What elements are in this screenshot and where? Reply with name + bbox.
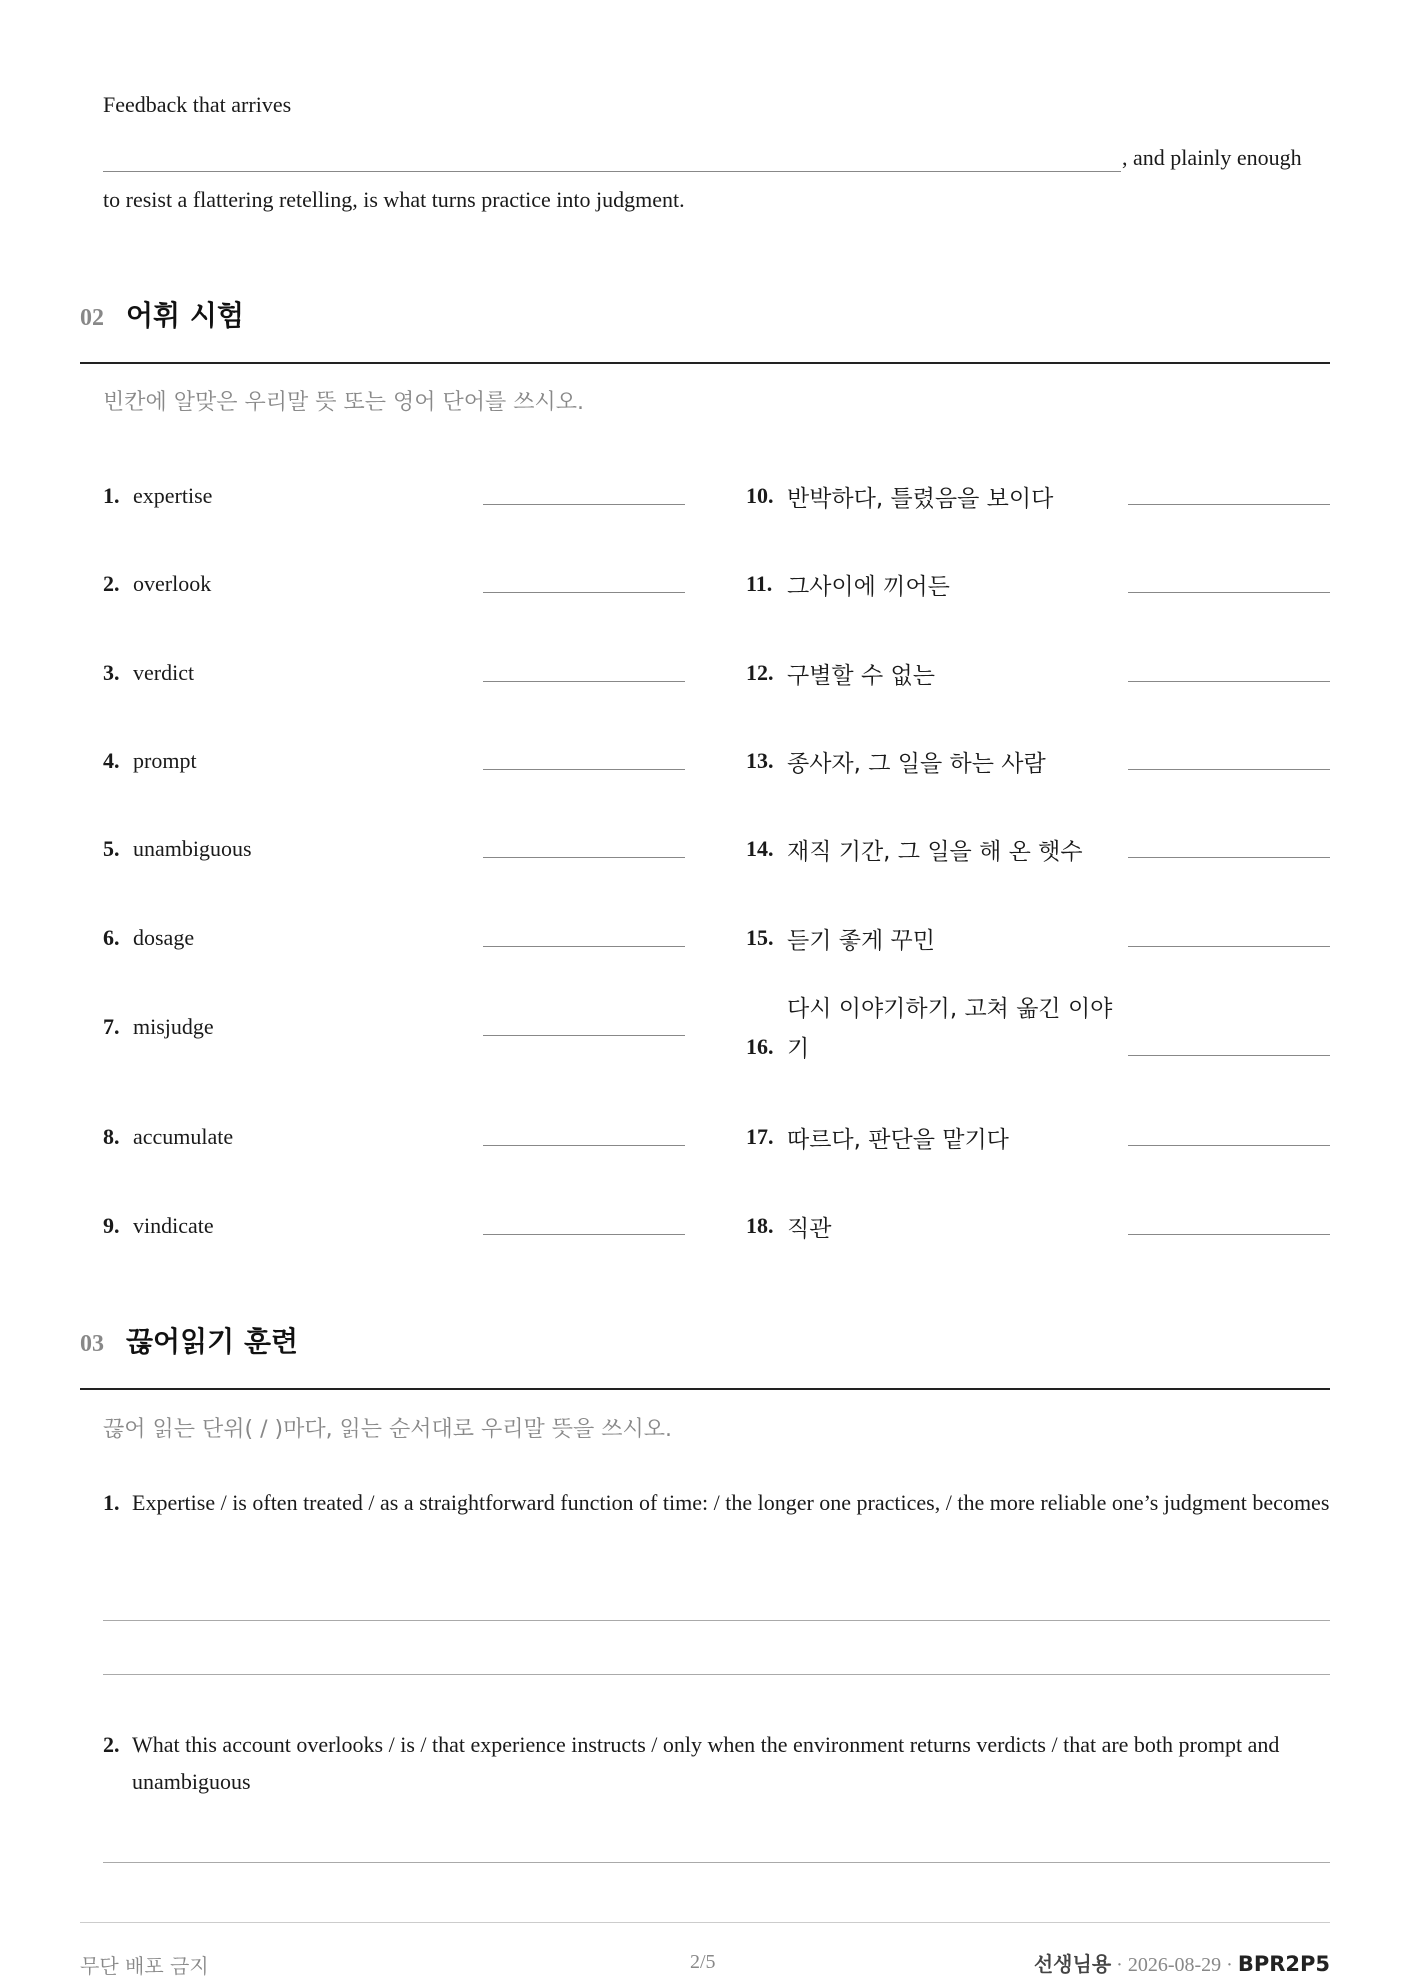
answer-blank[interactable] bbox=[1128, 946, 1330, 947]
item-number: 2. bbox=[103, 1732, 120, 1757]
passage-line: to resist a flattering retelling, is what turns practice into judgment. bbox=[103, 187, 685, 212]
vocab-item bbox=[103, 833, 685, 893]
vocab-term: 그사이에 끼어든 bbox=[787, 574, 950, 600]
footer-meta bbox=[1034, 1948, 1330, 1977]
answer-blank[interactable] bbox=[1128, 769, 1330, 770]
item-number: 11. bbox=[746, 571, 773, 596]
answer-blank[interactable] bbox=[483, 592, 685, 593]
vocab-term: unambiguous bbox=[133, 836, 252, 861]
answer-blank[interactable] bbox=[1128, 504, 1330, 505]
item-number: 18. bbox=[746, 1213, 774, 1238]
vocab-term: 직관 bbox=[787, 1216, 832, 1242]
answer-line[interactable] bbox=[103, 1674, 1330, 1675]
vocab-term: 재직 기간, 그 일을 해 온 햇수 bbox=[787, 839, 1083, 865]
section-instruction: 끊어 읽는 단위( / )마다, 읽는 순서대로 우리말 뜻을 쓰시오. bbox=[103, 1417, 673, 1442]
vocab-term-line: 기 bbox=[787, 1036, 810, 1062]
vocab-term: vindicate bbox=[133, 1213, 214, 1238]
vocab-item bbox=[103, 568, 685, 628]
vocab-term: 반박하다, 틀렸음을 보이다 bbox=[787, 486, 1054, 512]
page-number: 2/5 bbox=[690, 1951, 716, 1973]
answer-blank[interactable] bbox=[483, 769, 685, 770]
answer-line[interactable] bbox=[103, 1620, 1330, 1621]
item-number: 1. bbox=[103, 483, 120, 508]
answer-blank[interactable] bbox=[1128, 857, 1330, 858]
footer-role: 선생님용 bbox=[1033, 1952, 1112, 1976]
vocab-term: 따르다, 판단을 맡기다 bbox=[787, 1127, 1009, 1153]
vocab-item bbox=[103, 1011, 685, 1071]
item-number: 2. bbox=[103, 571, 120, 596]
passage-line: , and plainly enough bbox=[1122, 145, 1302, 170]
answer-blank[interactable] bbox=[1128, 1145, 1330, 1146]
item-number: 10. bbox=[746, 483, 774, 508]
chunk-item bbox=[103, 1484, 1330, 1521]
section-title: 끊어읽기 훈련 bbox=[126, 1325, 299, 1358]
vocab-item bbox=[746, 745, 1330, 805]
answer-blank[interactable] bbox=[483, 1035, 685, 1036]
vocab-item bbox=[746, 922, 1330, 982]
answer-blank[interactable] bbox=[1128, 592, 1330, 593]
item-number: 14. bbox=[746, 836, 774, 861]
vocab-item bbox=[746, 568, 1330, 628]
vocab-term: verdict bbox=[133, 660, 195, 685]
vocab-item bbox=[103, 480, 685, 540]
vocab-item bbox=[103, 1210, 685, 1270]
answer-blank[interactable] bbox=[483, 504, 685, 505]
section-title: 어휘 시험 bbox=[126, 299, 244, 332]
vocab-term: expertise bbox=[133, 483, 213, 508]
answer-line[interactable] bbox=[103, 1862, 1330, 1863]
chunk-sentence: What this account overlooks / is / that experience instructs / only when the environment returns verdicts / that are both prompt and unambiguous bbox=[132, 1732, 1280, 1794]
vocab-term: 구별할 수 없는 bbox=[787, 663, 935, 689]
answer-blank[interactable] bbox=[483, 946, 685, 947]
answer-blank[interactable] bbox=[483, 1145, 685, 1146]
item-number: 5. bbox=[103, 836, 120, 861]
vocab-item bbox=[746, 833, 1330, 893]
footer-code: BPR2P5 bbox=[1237, 1952, 1330, 1976]
answer-blank[interactable] bbox=[1128, 1055, 1330, 1056]
item-number: 1. bbox=[103, 1490, 120, 1515]
vocab-term: 듣기 좋게 꾸민 bbox=[787, 928, 935, 954]
footer-separator: · bbox=[1111, 1954, 1128, 1976]
answer-blank[interactable] bbox=[483, 681, 685, 682]
footer-separator: · bbox=[1221, 1954, 1238, 1976]
answer-blank[interactable] bbox=[1128, 1234, 1330, 1235]
section-header-vocabulary bbox=[80, 299, 1330, 364]
vocab-term: dosage bbox=[133, 925, 195, 950]
item-number: 9. bbox=[103, 1213, 120, 1238]
footer-notice: 무단 배포 금지 bbox=[80, 1954, 209, 1978]
item-number: 8. bbox=[103, 1124, 120, 1149]
footer-date: 2026-08-29 bbox=[1127, 1954, 1222, 1976]
item-number: 17. bbox=[746, 1124, 774, 1149]
footer-divider bbox=[80, 1922, 1330, 1923]
answer-blank[interactable] bbox=[483, 857, 685, 858]
vocab-item bbox=[103, 922, 685, 982]
section-number: 02 bbox=[80, 305, 104, 331]
vocab-term: overlook bbox=[133, 571, 212, 596]
vocab-item bbox=[103, 1121, 685, 1181]
item-number: 13. bbox=[746, 748, 774, 773]
vocab-item bbox=[103, 745, 685, 805]
section-number: 03 bbox=[80, 1331, 104, 1357]
item-number: 4. bbox=[103, 748, 120, 773]
vocab-term: misjudge bbox=[133, 1014, 214, 1039]
vocab-item bbox=[746, 480, 1330, 540]
vocab-term: prompt bbox=[133, 748, 197, 773]
item-number: 3. bbox=[103, 660, 120, 685]
item-number: 7. bbox=[103, 1014, 120, 1039]
vocab-item bbox=[746, 657, 1330, 717]
vocab-item bbox=[746, 990, 1330, 1090]
answer-blank[interactable] bbox=[483, 1234, 685, 1235]
chunk-item bbox=[103, 1726, 1330, 1800]
passage-line: Feedback that arrives bbox=[103, 92, 292, 117]
section-instruction: 빈칸에 알맞은 우리말 뜻 또는 영어 단어를 쓰시오. bbox=[103, 390, 584, 415]
vocab-item bbox=[103, 657, 685, 717]
item-number: 12. bbox=[746, 660, 774, 685]
chunk-sentence: Expertise / is often treated / as a straightforward function of time: / the longer one practices, / the more reliable one’s judgment becomes bbox=[132, 1490, 1330, 1515]
vocab-item bbox=[746, 1210, 1330, 1270]
item-number: 6. bbox=[103, 925, 120, 950]
answer-blank[interactable] bbox=[103, 171, 1121, 172]
vocab-term: 종사자, 그 일을 하는 사람 bbox=[787, 751, 1046, 777]
item-number: 15. bbox=[746, 925, 774, 950]
section-header-chunk-reading bbox=[80, 1325, 1330, 1390]
vocab-item bbox=[746, 1121, 1330, 1181]
answer-blank[interactable] bbox=[1128, 681, 1330, 682]
vocab-term-line: 다시 이야기하기, 고쳐 옮긴 이야 bbox=[787, 996, 1113, 1022]
item-number: 16. bbox=[746, 1034, 774, 1059]
vocab-term: accumulate bbox=[133, 1124, 234, 1149]
